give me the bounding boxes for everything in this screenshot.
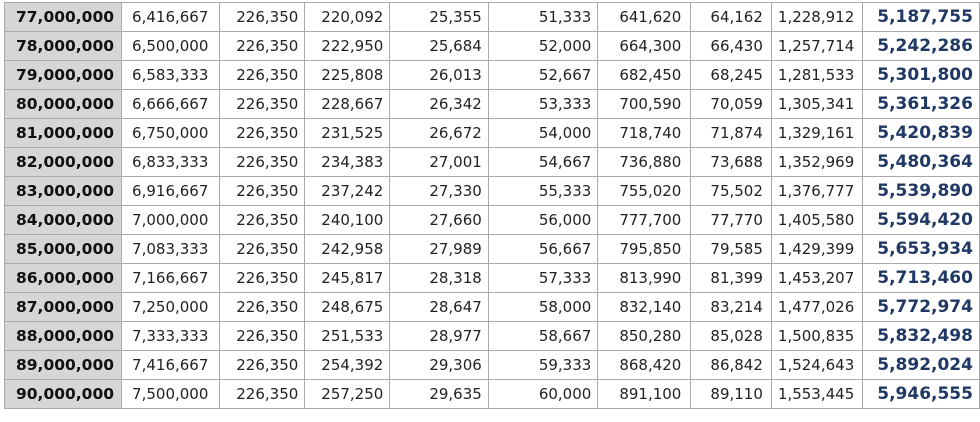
col-6-cell: 55,333: [488, 177, 598, 206]
net-amount-cell: 5,301,800: [863, 61, 980, 90]
col-3-cell: 226,350: [220, 90, 305, 119]
col-5-cell: 26,013: [390, 61, 489, 90]
net-amount-cell: 5,539,890: [863, 177, 980, 206]
table-row: [5, 264, 980, 293]
col-4-cell: 234,383: [305, 148, 390, 177]
net-amount-cell: 5,832,498: [863, 322, 980, 351]
col-9-cell: 1,524,643: [771, 351, 862, 380]
gross-amount-cell: 78,000,000: [5, 32, 122, 61]
col-7-cell: 868,420: [598, 351, 691, 380]
col-7-cell: 700,590: [598, 90, 691, 119]
col-3-cell: 226,350: [220, 148, 305, 177]
col-3-cell: 226,350: [220, 293, 305, 322]
col-4-cell: 237,242: [305, 177, 390, 206]
col-3-cell: 226,350: [220, 177, 305, 206]
col-9-cell: 1,352,969: [771, 148, 862, 177]
table-row: [5, 90, 980, 119]
salary-table: [4, 2, 980, 409]
net-amount-cell: 5,772,974: [863, 293, 980, 322]
col-3-cell: 226,350: [220, 322, 305, 351]
col-6-cell: 58,000: [488, 293, 598, 322]
col-2-cell: 6,916,667: [122, 177, 220, 206]
col-2-cell: 7,416,667: [122, 351, 220, 380]
col-2-cell: 6,583,333: [122, 61, 220, 90]
col-6-cell: 60,000: [488, 380, 598, 409]
col-9-cell: 1,281,533: [771, 61, 862, 90]
col-6-cell: 58,667: [488, 322, 598, 351]
gross-amount-cell: 90,000,000: [5, 380, 122, 409]
col-6-cell: 52,000: [488, 32, 598, 61]
col-8-cell: 86,842: [690, 351, 771, 380]
col-2-cell: 6,416,667: [122, 3, 220, 32]
col-4-cell: 220,092: [305, 3, 390, 32]
col-9-cell: 1,405,580: [771, 206, 862, 235]
table-row: [5, 148, 980, 177]
col-8-cell: 64,162: [690, 3, 771, 32]
col-4-cell: 231,525: [305, 119, 390, 148]
table-row: [5, 61, 980, 90]
gross-amount-cell: 81,000,000: [5, 119, 122, 148]
gross-amount-cell: 80,000,000: [5, 90, 122, 119]
col-2-cell: 7,250,000: [122, 293, 220, 322]
col-3-cell: 226,350: [220, 235, 305, 264]
table-row: [5, 3, 980, 32]
table-row: [5, 322, 980, 351]
table-row: [5, 351, 980, 380]
col-8-cell: 89,110: [690, 380, 771, 409]
col-3-cell: 226,350: [220, 380, 305, 409]
col-4-cell: 254,392: [305, 351, 390, 380]
gross-amount-cell: 89,000,000: [5, 351, 122, 380]
col-8-cell: 85,028: [690, 322, 771, 351]
col-5-cell: 28,647: [390, 293, 489, 322]
gross-amount-cell: 87,000,000: [5, 293, 122, 322]
col-7-cell: 736,880: [598, 148, 691, 177]
col-4-cell: 222,950: [305, 32, 390, 61]
col-5-cell: 26,342: [390, 90, 489, 119]
net-amount-cell: 5,361,326: [863, 90, 980, 119]
salary-table-container: [4, 2, 980, 409]
col-5-cell: 27,001: [390, 148, 489, 177]
table-row: [5, 177, 980, 206]
col-7-cell: 777,700: [598, 206, 691, 235]
col-7-cell: 850,280: [598, 322, 691, 351]
col-7-cell: 813,990: [598, 264, 691, 293]
col-6-cell: 59,333: [488, 351, 598, 380]
col-3-cell: 226,350: [220, 206, 305, 235]
col-4-cell: 228,667: [305, 90, 390, 119]
col-9-cell: 1,305,341: [771, 90, 862, 119]
col-5-cell: 25,355: [390, 3, 489, 32]
col-4-cell: 225,808: [305, 61, 390, 90]
col-8-cell: 68,245: [690, 61, 771, 90]
col-7-cell: 891,100: [598, 380, 691, 409]
col-4-cell: 248,675: [305, 293, 390, 322]
col-2-cell: 7,000,000: [122, 206, 220, 235]
net-amount-cell: 5,892,024: [863, 351, 980, 380]
col-6-cell: 57,333: [488, 264, 598, 293]
col-4-cell: 240,100: [305, 206, 390, 235]
col-6-cell: 56,000: [488, 206, 598, 235]
col-9-cell: 1,228,912: [771, 3, 862, 32]
table-row: [5, 235, 980, 264]
col-2-cell: 7,166,667: [122, 264, 220, 293]
net-amount-cell: 5,480,364: [863, 148, 980, 177]
col-7-cell: 641,620: [598, 3, 691, 32]
col-9-cell: 1,257,714: [771, 32, 862, 61]
col-5-cell: 29,306: [390, 351, 489, 380]
table-row: [5, 206, 980, 235]
gross-amount-cell: 86,000,000: [5, 264, 122, 293]
col-2-cell: 6,750,000: [122, 119, 220, 148]
gross-amount-cell: 85,000,000: [5, 235, 122, 264]
col-4-cell: 257,250: [305, 380, 390, 409]
col-7-cell: 664,300: [598, 32, 691, 61]
col-5-cell: 29,635: [390, 380, 489, 409]
gross-amount-cell: 77,000,000: [5, 3, 122, 32]
col-8-cell: 77,770: [690, 206, 771, 235]
col-9-cell: 1,376,777: [771, 177, 862, 206]
gross-amount-cell: 83,000,000: [5, 177, 122, 206]
col-8-cell: 71,874: [690, 119, 771, 148]
col-6-cell: 53,333: [488, 90, 598, 119]
col-5-cell: 26,672: [390, 119, 489, 148]
col-9-cell: 1,500,835: [771, 322, 862, 351]
col-3-cell: 226,350: [220, 3, 305, 32]
col-9-cell: 1,477,026: [771, 293, 862, 322]
col-5-cell: 27,660: [390, 206, 489, 235]
col-2-cell: 6,833,333: [122, 148, 220, 177]
col-8-cell: 66,430: [690, 32, 771, 61]
col-8-cell: 73,688: [690, 148, 771, 177]
col-8-cell: 79,585: [690, 235, 771, 264]
col-6-cell: 52,667: [488, 61, 598, 90]
gross-amount-cell: 79,000,000: [5, 61, 122, 90]
net-amount-cell: 5,653,934: [863, 235, 980, 264]
net-amount-cell: 5,187,755: [863, 3, 980, 32]
gross-amount-cell: 84,000,000: [5, 206, 122, 235]
col-2-cell: 7,333,333: [122, 322, 220, 351]
col-5-cell: 28,318: [390, 264, 489, 293]
col-5-cell: 25,684: [390, 32, 489, 61]
col-6-cell: 56,667: [488, 235, 598, 264]
col-5-cell: 27,330: [390, 177, 489, 206]
col-5-cell: 27,989: [390, 235, 489, 264]
col-8-cell: 83,214: [690, 293, 771, 322]
col-8-cell: 75,502: [690, 177, 771, 206]
col-2-cell: 7,083,333: [122, 235, 220, 264]
col-4-cell: 245,817: [305, 264, 390, 293]
col-2-cell: 6,666,667: [122, 90, 220, 119]
col-7-cell: 682,450: [598, 61, 691, 90]
col-3-cell: 226,350: [220, 61, 305, 90]
gross-amount-cell: 82,000,000: [5, 148, 122, 177]
net-amount-cell: 5,713,460: [863, 264, 980, 293]
col-6-cell: 51,333: [488, 3, 598, 32]
col-2-cell: 6,500,000: [122, 32, 220, 61]
col-3-cell: 226,350: [220, 264, 305, 293]
col-8-cell: 70,059: [690, 90, 771, 119]
col-3-cell: 226,350: [220, 32, 305, 61]
col-9-cell: 1,453,207: [771, 264, 862, 293]
table-row: [5, 119, 980, 148]
net-amount-cell: 5,594,420: [863, 206, 980, 235]
col-7-cell: 795,850: [598, 235, 691, 264]
net-amount-cell: 5,242,286: [863, 32, 980, 61]
col-4-cell: 242,958: [305, 235, 390, 264]
col-3-cell: 226,350: [220, 351, 305, 380]
col-6-cell: 54,000: [488, 119, 598, 148]
col-7-cell: 832,140: [598, 293, 691, 322]
table-row: [5, 32, 980, 61]
col-2-cell: 7,500,000: [122, 380, 220, 409]
table-body: [5, 3, 980, 409]
col-7-cell: 755,020: [598, 177, 691, 206]
gross-amount-cell: 88,000,000: [5, 322, 122, 351]
col-5-cell: 28,977: [390, 322, 489, 351]
net-amount-cell: 5,420,839: [863, 119, 980, 148]
col-9-cell: 1,553,445: [771, 380, 862, 409]
col-8-cell: 81,399: [690, 264, 771, 293]
col-4-cell: 251,533: [305, 322, 390, 351]
col-9-cell: 1,329,161: [771, 119, 862, 148]
col-6-cell: 54,667: [488, 148, 598, 177]
table-row: [5, 380, 980, 409]
col-3-cell: 226,350: [220, 119, 305, 148]
col-7-cell: 718,740: [598, 119, 691, 148]
col-9-cell: 1,429,399: [771, 235, 862, 264]
table-row: [5, 293, 980, 322]
net-amount-cell: 5,946,555: [863, 380, 980, 409]
